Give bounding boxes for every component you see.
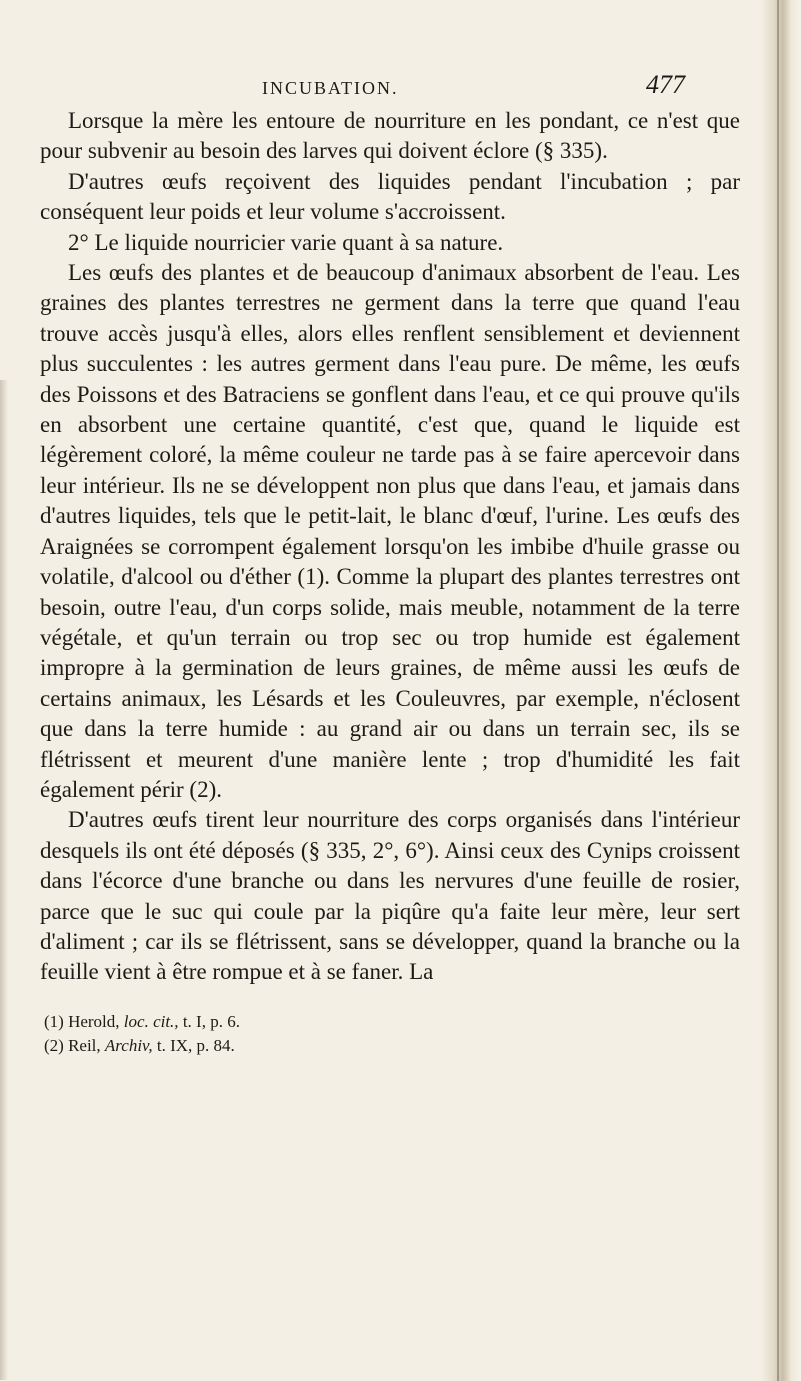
binding-line [777,0,779,1381]
page-gutter [761,0,801,1381]
paragraph: D'autres œufs tirent leur nourriture des corps organisés dans l'intérieur desquels ils ont été déposés (§ 335, 2°, 6°). Ainsi ceux des Cynips croissent dans l'écorce d'une branche ou dans les nervures d'une feuille de rosier, parce que le suc qui coule par la piqûre qu'a faite leur mère, leur sert d'aliment ; car ils se flétrissent, sans se développer, quand la branche ou la feuille vient à être rompue et à se faner. La [40,807,740,985]
paragraph: 2° Le liquide nourricier varie quant à sa nature. [68,229,504,255]
book-page [40,66,740,1058]
page-number: 477 [646,70,685,99]
footnote [44,1010,740,1034]
footnote-location: t. IX, p. 84. [156,1035,235,1055]
page-header [40,66,740,106]
footnote-author: Herold, [68,1011,120,1031]
paragraph: D'autres œufs reçoivent des liquides pendant l'incubation ; par conséquent leur poids et leur volume s'accroissent. [40,168,740,225]
footnote [44,1034,740,1058]
footnotes [40,1010,740,1058]
footnote-reference: loc. cit., [123,1011,179,1031]
footnote-number: (2) [44,1035,64,1055]
running-title: INCUBATION. [262,78,399,98]
footnote-reference: Archiv, [104,1035,153,1055]
page-edge-shadow [0,380,8,1380]
footnote-location: t. I, p. 6. [182,1011,240,1031]
body-text [40,106,740,988]
paragraph: Les œufs des plantes et de beaucoup d'animaux absorbent de l'eau. Les graines des plantes terrestres ne germent dans la terre que quand l'eau trouve accès jusqu'à elles, alors elles renflent sensiblement et deviennent plus succulentes : les autres germent dans l'eau pure. De même, les œufs des Poissons et des Batraciens se gonflent dans l'eau, et ce qui prouve qu'ils en absorbent une certaine quantité, c'est que, quand le liquide est légèrement coloré, la même couleur ne tarde pas à se faire apercevoir dans leur intérieur. Ils ne se développent non plus que dans l'eau, et jamais dans d'autres liquides, tels que le petit-lait, le blanc d'œuf, l'urine. Les œufs des Araignées se corrompent également lorsqu'on les imbibe d'huile grasse ou volatile, d'alcool ou d'éther (1). Comme la plupart des plantes terrestres ont besoin, outre l'eau, d'un corps solide, mais meuble, notamment de la terre végétale, et qu'un terrain ou trop sec ou trop humide est également impropre à la germination de leurs graines, de même aussi les œufs de certains animaux, les Lésards et les Couleuvres, par exemple, n'éclosent que dans la terre humide : au grand air ou dans un terrain sec, ils se flétrissent et meurent d'une manière lente ; trop d'humidité les fait également périr (2). [40,260,740,802]
footnote-number: (1) [44,1011,64,1031]
paragraph: Lorsque la mère les entoure de nourriture en les pondant, ce n'est que pour subvenir au besoin des larves qui doivent éclore (§ 335). [40,108,740,164]
footnote-author: Reil, [68,1035,101,1055]
